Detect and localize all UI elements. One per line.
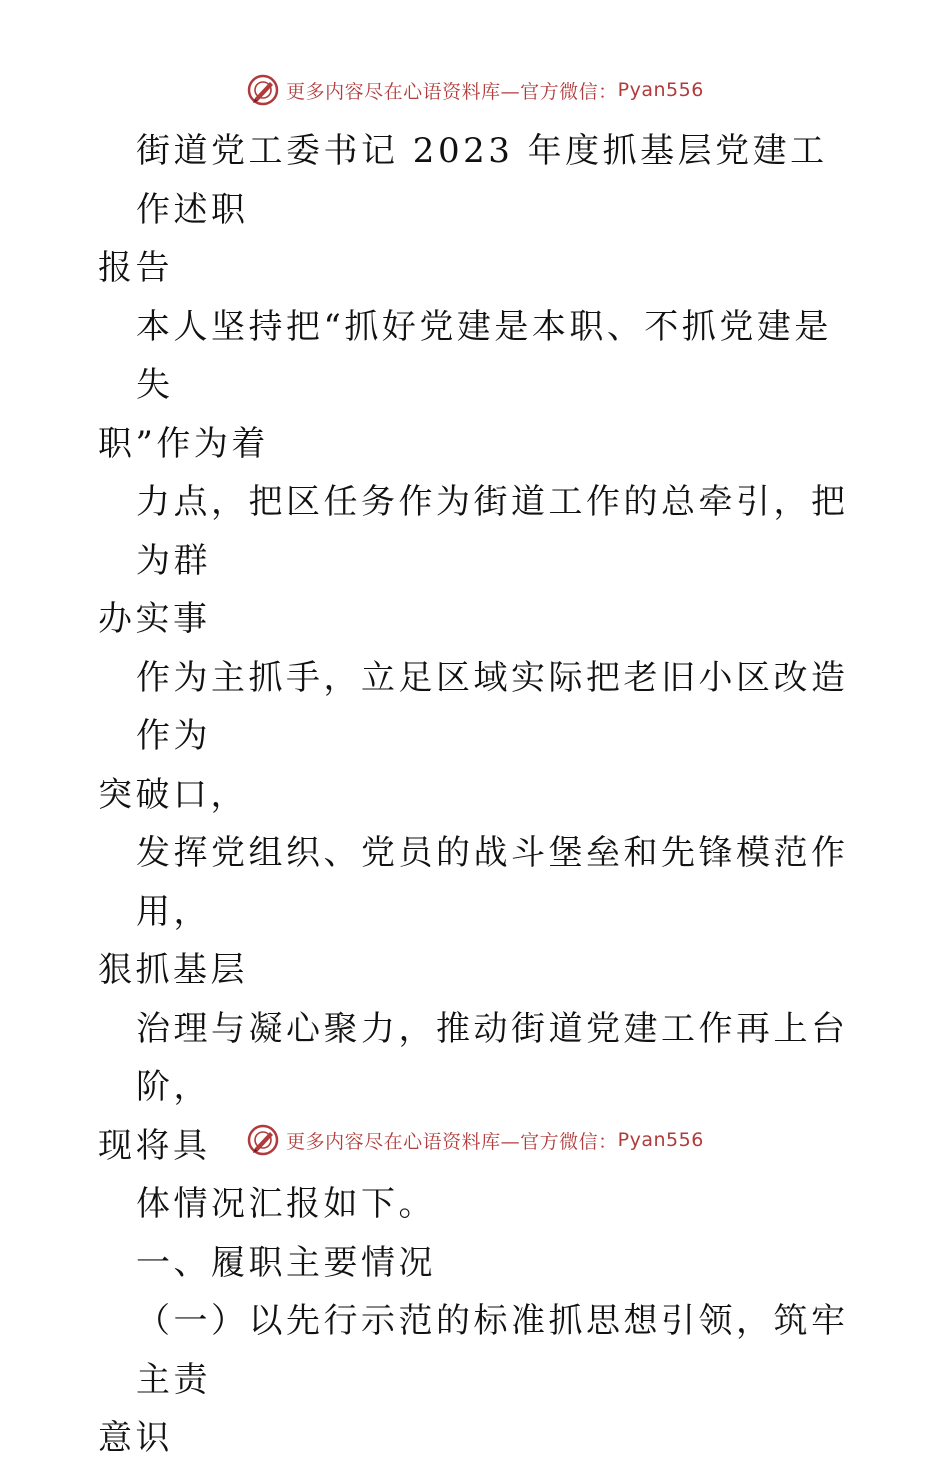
- watermark-id: Pyan556: [617, 79, 704, 101]
- text-line: 意识: [98, 1418, 173, 1458]
- text-line: 突破口，: [98, 774, 248, 815]
- watermark-footer: [0, 1120, 950, 1160]
- text-line: 街道党工委书记 2023 年度抓基层党建工作述职: [136, 131, 828, 230]
- text-line: 体情况汇报如下。: [136, 1184, 436, 1224]
- document-body: [98, 122, 858, 1468]
- text-line: 治理与凝心聚力，推动街道党建工作再上台阶，: [136, 1008, 849, 1107]
- text-line: （一）以先行示范的标准抓思想引领，筑牢主责: [136, 1301, 849, 1400]
- watermark-text: 更多内容尽在心语资料库—官方微信：: [286, 80, 618, 103]
- text-line: 作为主抓手，立足区域实际把老旧小区改造作为: [136, 657, 849, 756]
- text-line: 报告: [98, 248, 173, 288]
- pen-logo-icon: [246, 73, 280, 107]
- watermark-header: [0, 70, 950, 110]
- watermark-text: 更多内容尽在心语资料库—官方微信：: [286, 1130, 618, 1153]
- text-line: 发挥党组织、党员的战斗堡垒和先锋模范作用，: [136, 833, 849, 932]
- text-line: 狠抓基层: [98, 950, 248, 990]
- text-line: 办实事: [98, 599, 211, 639]
- text-line: 本人坚持把“抓好党建是本职、不抓党建是失: [136, 306, 832, 405]
- watermark-id: Pyan556: [617, 1129, 704, 1151]
- text-line: 现将具: [98, 1125, 211, 1166]
- text-line: 力点，把区任务作为街道工作的总牵引，把为群: [136, 482, 849, 581]
- text-line: 职”作为着: [98, 423, 269, 464]
- text-line: 一、履职主要情况: [136, 1242, 436, 1283]
- pen-logo-icon: [246, 1123, 280, 1157]
